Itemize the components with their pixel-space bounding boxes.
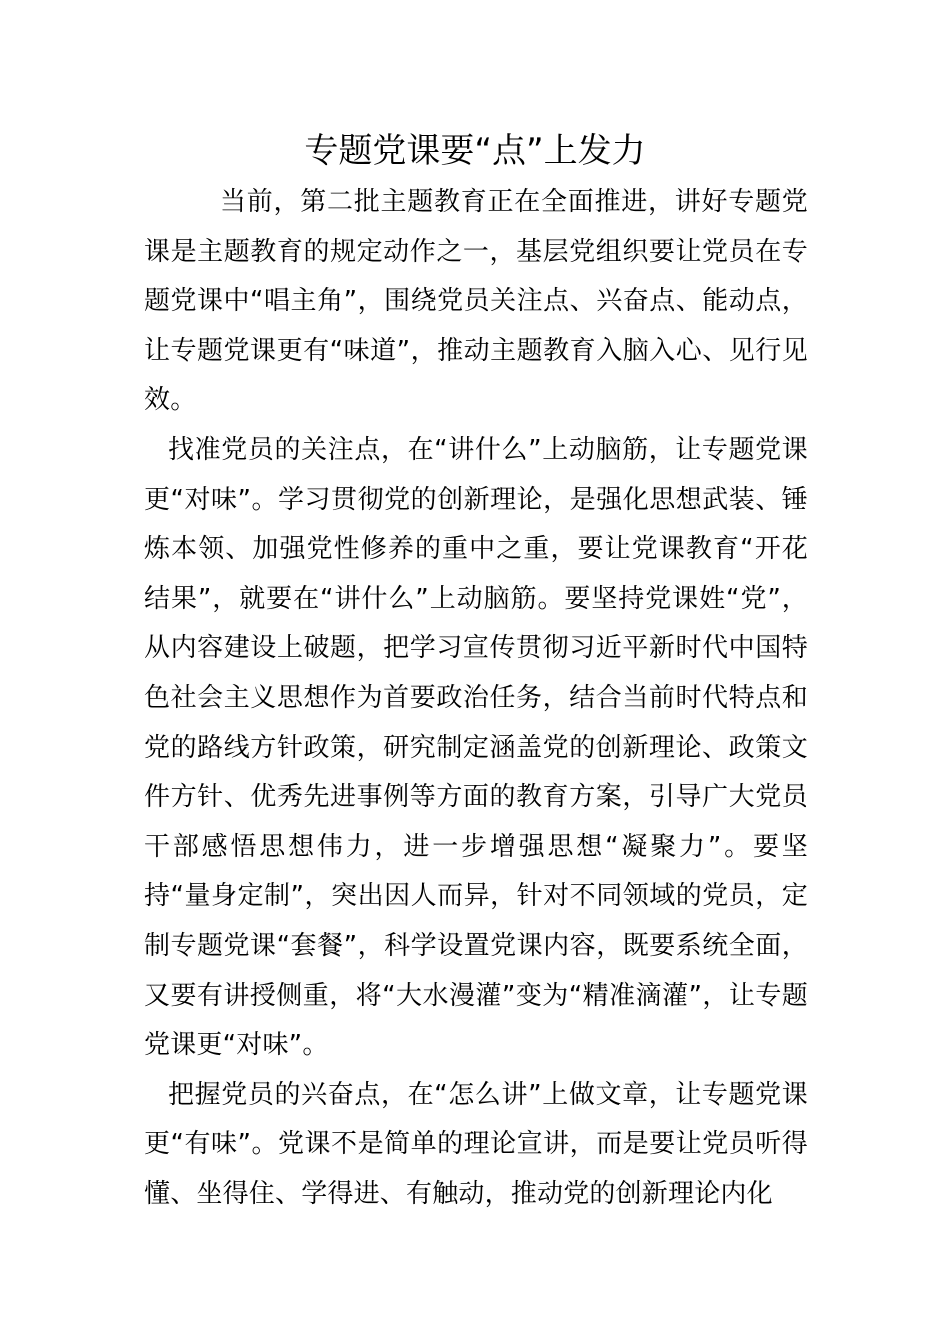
paragraph-intro: 当前，第二批主题教育正在全面推进，讲好专题党课是主题教育的规定动作之一，基层党组织要让党员在专题党课中“唱主角”，围绕党员关注点、兴奋点、能动点，让专题党课更有“味道”，推动主题教育入脑入心、见行见效。 bbox=[144, 187, 808, 416]
document-title: 专题党课要“点”上发力 bbox=[304, 131, 646, 171]
paragraph-focus-point: 找准党员的关注点，在“讲什么”上动脑筋，让专题党课更“对味”。学习贯彻党的创新理论，是强化思想武装、锤炼本领、加强党性修养的重中之重，要让党课教育“开花结果”，就要在“讲什么”上动脑筋。要坚持党课姓“党”，从内容建设上破题，把学习宣传贯彻习近平新时代中国特色社会主义思想作为首要政治任务，结合当前时代特点和党的路线方针政策，研究制定涵盖党的创新理论、政策文件方针、优秀先进事例等方面的教育方案，引导广大党员干部感悟思想伟力，进一步增强思想“凝聚力”。要坚持“量身定制”，突出因人而异，针对不同领域的党员，定制专题党课“套餐”，科学设置党课内容，既要系统全面，又要有讲授侧重，将“大水漫灌”变为“精准滴灌”，让专题党课更“对味”。 bbox=[144, 434, 808, 1061]
paragraph-excitement-point: 把握党员的兴奋点，在“怎么讲”上做文章，让专题党课更“有味”。党课不是简单的理论宣讲，而是要让党员听得懂、坐得住、学得进、有触动，推动党的创新理论内化 bbox=[144, 1079, 808, 1209]
document-body bbox=[144, 178, 808, 1219]
